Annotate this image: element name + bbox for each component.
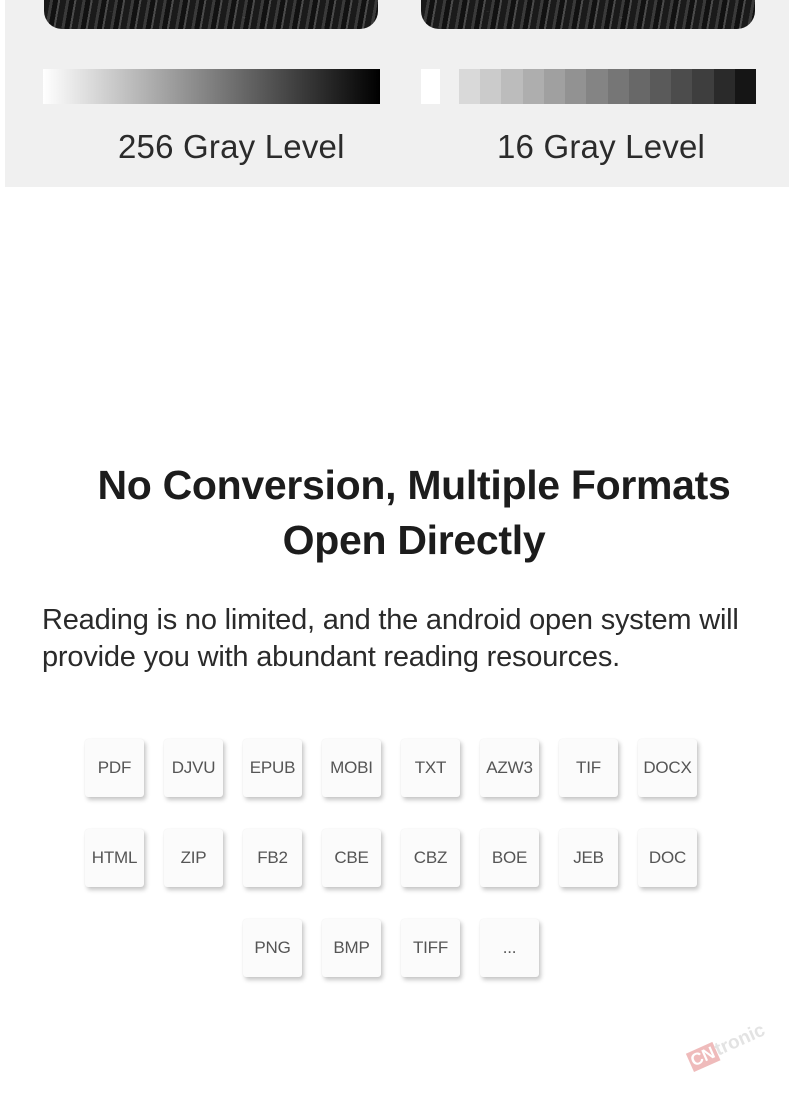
format-tile: TXT [401,739,460,797]
format-tile: TIF [559,739,618,797]
section-headline [44,458,784,568]
format-tile: TIFF [401,919,460,977]
format-tile: DOC [638,829,697,887]
gray-step-9 [608,69,629,104]
watermark-logo-text: tronic [711,1019,769,1061]
gray-step-7 [565,69,586,104]
format-tile: CBE [322,829,381,887]
watermark-logo [686,1021,768,1072]
format-tile: EPUB [243,739,302,797]
gray-step-8 [586,69,607,104]
gray-step-2 [459,69,480,104]
gray-step-13 [692,69,713,104]
format-tile: ZIP [164,829,223,887]
section-description: Reading is no limited, and the android open system will provide you with abundant reading resources. [42,604,739,673]
format-tile: AZW3 [480,739,539,797]
gray-step-5 [523,69,544,104]
gray-step-3 [480,69,501,104]
headline-line-2: Open Directly [282,517,546,563]
format-tile: JEB [559,829,618,887]
sample-photo-16 [421,0,755,29]
caption-16-gray-level: 16 Gray Level [497,128,706,165]
format-tile: DJVU [164,739,223,797]
format-tile: FB2 [243,829,302,887]
gradient-bar-256 [43,69,380,104]
gray-step-6 [544,69,565,104]
format-tile: HTML [85,829,144,887]
caption-256-gray-level: 256 Gray Level [118,128,345,165]
watermark-logo-box: CN [686,1042,720,1072]
gray-step-10 [629,69,650,104]
gray-step-white [421,69,440,104]
format-tile: BMP [322,919,381,977]
gray-step-14 [714,69,735,104]
headline-line-1: No Conversion, Multiple Formats [97,462,731,508]
format-tile: CBZ [401,829,460,887]
format-tile: DOCX [638,739,697,797]
format-tile: PDF [85,739,144,797]
format-tile: PNG [243,919,302,977]
gray-step-4 [501,69,522,104]
gray-step-15 [735,69,756,104]
sample-photo-256 [44,0,378,29]
gradient-bar-16 [459,69,756,104]
gray-step-11 [650,69,671,104]
format-tile: BOE [480,829,539,887]
gray-step-12 [671,69,692,104]
format-tile: MOBI [322,739,381,797]
format-tile: ... [480,919,539,977]
gray-level-comparison-panel [5,0,789,187]
